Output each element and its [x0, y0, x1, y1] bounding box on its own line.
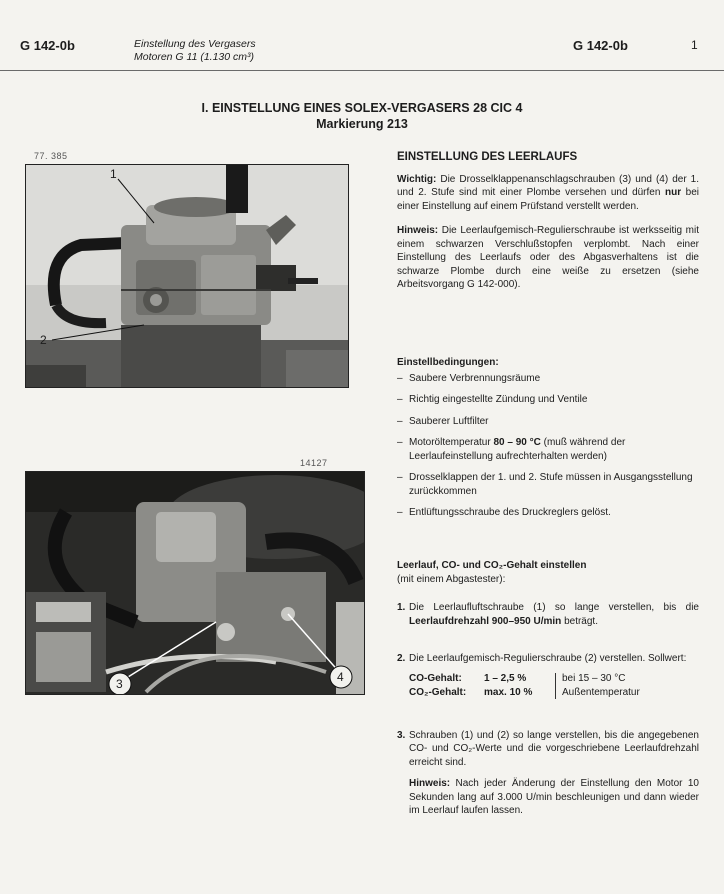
setpoint-table — [409, 672, 699, 702]
hinweis-2 — [397, 777, 699, 818]
figure2-drawing — [26, 472, 364, 694]
condition-item: – Saubere Verbrennungsräume — [397, 372, 699, 386]
step-1-post: beträgt. — [561, 615, 598, 627]
header-rule — [0, 70, 724, 71]
figure2-label: 14127 — [300, 458, 328, 468]
step-2-number: 2. — [397, 653, 406, 664]
hinweis-paragraph — [397, 224, 699, 292]
step-3-number: 3. — [397, 729, 406, 741]
wichtig-bold: nur — [664, 187, 682, 198]
condition-item: – Entlüftungsschraube des Druckreglers gelöst. — [397, 506, 699, 520]
condition-item: – Sauberer Luftfilter — [397, 415, 699, 429]
section-leerlauf — [397, 151, 699, 292]
wichtig-text1: Die Drosselklappenanschlagschrauben (3) und (4) der 1. und 2. Stufe sind mit einer Plombe versehen und dürfen — [397, 173, 699, 198]
setpoint-divider — [555, 673, 556, 699]
condition-item: – Richtig eingestellte Zündung und Ventile — [397, 393, 699, 407]
step-1 — [397, 601, 699, 628]
section-heading-leerlauf: EINSTELLUNG DES LEERLAUFS — [397, 151, 578, 163]
section-co-adjust — [397, 559, 699, 818]
co-subheading: (mit einem Abgastester): — [397, 573, 506, 585]
callout-2: 2 — [40, 333, 47, 347]
header-code-left: G 142-0b — [20, 38, 75, 53]
co2-value: max. 10 % — [484, 686, 533, 698]
temp-line1: bei 15 – 30 °C — [562, 672, 626, 684]
step-1-bold: Leerlaufdrehzahl 900–950 U/min — [409, 615, 562, 627]
temp-line2: Außentemperatur — [562, 686, 640, 698]
co-value: 1 – 2,5 % — [484, 672, 527, 684]
callout-4: 4 — [337, 670, 344, 684]
header-title-line1: Einstellung des Vergasers — [134, 38, 256, 50]
figure1-label: 77. 385 — [34, 151, 68, 161]
page-title — [0, 100, 724, 132]
step-1-text: Die Leerlaufluftschraube (1) so lange verstellen, bis die — [409, 602, 699, 613]
step-2-text: Die Leerlaufgemisch-Regulierschraube (2) verstellen. Sollwert: — [409, 653, 687, 664]
step-1-number: 1. — [397, 602, 406, 613]
step-2 — [397, 652, 699, 666]
callout-1: 1 — [110, 167, 117, 181]
hinweis2-text: Nach jeder Änderung der Einstellung den Motor 10 Sekunden lang auf 3.000 U/min beschleunigen und dann wieder im Leerlauf laufen lassen. — [409, 778, 699, 816]
condition-item: – Drosselklappen der 1. und 2. Stufe müssen in Ausgangsstellung zurückkommen — [397, 471, 699, 498]
wichtig-label: Wichtig: — [397, 173, 437, 185]
callout-3: 3 — [116, 677, 123, 691]
wichtig-text2: bei einer Einstellung auf einem Prüfstand verstellt werden. — [397, 187, 699, 212]
hinweis-label: Hinweis: — [397, 225, 439, 236]
header-title-line2: Motoren G 11 (1.130 cm³) — [134, 51, 255, 63]
condition-item-oil-temp — [397, 436, 699, 463]
conditions-list — [397, 372, 699, 520]
section-conditions — [397, 356, 699, 520]
oil-temp-value: 80 – 90 °C — [493, 437, 541, 448]
header-code-right: G 142-0b — [573, 38, 628, 53]
conditions-heading: Einstellbedingungen: — [397, 357, 499, 368]
wichtig-paragraph — [397, 173, 699, 214]
oil-temp-post: (muß während der Leerlaufeinstellung aufrechterhalten werden) — [409, 437, 626, 462]
hinweis2-label: Hinweis: — [409, 778, 451, 789]
co-heading: Leerlauf, CO- und CO₂-Gehalt einstellen — [397, 560, 587, 571]
figure1-carburetor-photo — [25, 164, 349, 388]
oil-temp-pre: Motoröltemperatur — [409, 437, 494, 448]
hinweis-text: Die Leerlaufgemisch-Regulierschraube ist werksseitig mit einem schwarzen Verschlußstopfen verplombt. Nach einer Einstellung des Leerlaufs oder des Abgasverhaltens ist die schwarze Plombe durch eine weiße zu ersetzen (siehe Arbeitsvorgang G 142-000). — [397, 225, 699, 290]
step-3-text: Schrauben (1) und (2) so lange verstellen, bis die angegebenen CO- und CO₂-Werte und die vorgeschriebene Leerlaufdrehzahl erreicht sind. — [409, 729, 699, 768]
header-title — [134, 38, 256, 64]
figure2-engine-photo — [25, 471, 365, 695]
step-3 — [397, 729, 699, 770]
co-label: CO-Gehalt: — [409, 672, 462, 684]
page-title-line2: Markierung 213 — [316, 117, 408, 131]
page-number: 1 — [691, 38, 698, 52]
figure1-drawing — [26, 165, 348, 387]
page-title-line1: I. EINSTELLUNG EINES SOLEX-VERGASERS 28 CIC 4 — [201, 101, 523, 115]
co2-label: CO₂-Gehalt: — [409, 686, 467, 698]
